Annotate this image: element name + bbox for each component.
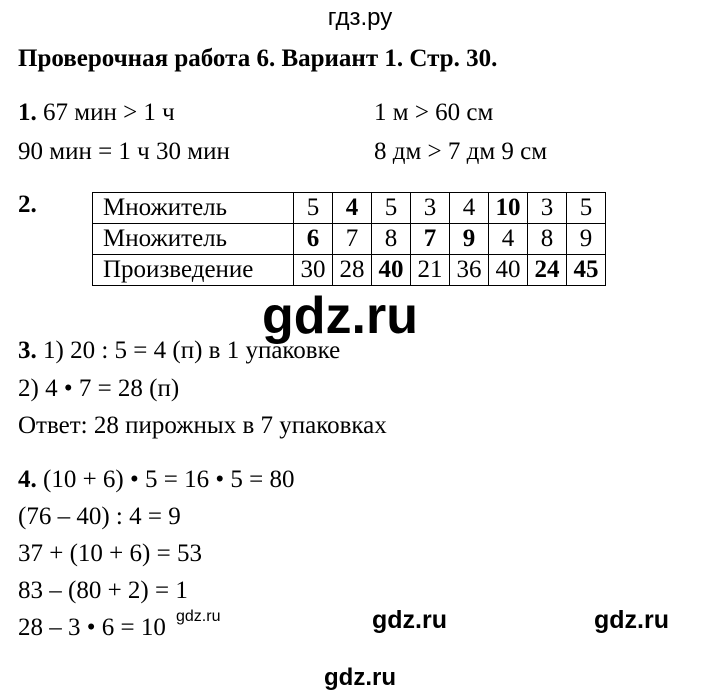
row-label: Произведение: [93, 255, 294, 286]
watermark-small: gdz.ru: [176, 608, 221, 625]
table-cell: 5: [372, 193, 411, 224]
table-cell: 24: [528, 255, 567, 286]
table-cell: 4: [489, 224, 528, 255]
task1-expr: 67 мин > 1 ч: [43, 99, 175, 126]
task4-expr1: (10 + 6) • 5 = 16 • 5 = 80: [43, 466, 295, 493]
task3-answer: Ответ: 28 пирожных в 7 упаковках: [18, 412, 387, 439]
watermark-center: gdz.ru: [262, 287, 418, 345]
task3-step1: 1) 20 : 5 = 4 (п) в 1 упаковке: [43, 337, 341, 364]
task4-number: 4.: [18, 466, 37, 493]
table-row: [93, 255, 606, 286]
task1-number: 1.: [18, 99, 37, 126]
table-cell: 8: [372, 224, 411, 255]
table-cell: 30: [294, 255, 333, 286]
table-cell: 40: [372, 255, 411, 286]
table-cell: 5: [294, 193, 333, 224]
table-cell: 4: [333, 193, 372, 224]
multiplication-table: [92, 192, 606, 286]
watermark-top: гдз.ру: [327, 4, 393, 31]
task2-number: 2.: [18, 191, 37, 218]
table-cell: 7: [411, 224, 450, 255]
table-cell: 36: [450, 255, 489, 286]
page-title: Проверочная работа 6. Вариант 1. Стр. 30.: [18, 45, 498, 72]
row-label: Множитель: [93, 193, 294, 224]
row-label: Множитель: [93, 224, 294, 255]
watermark-mid-right: gdz.ru: [594, 606, 669, 634]
task1-line2-left: 90 мин = 1 ч 30 мин: [18, 138, 230, 165]
table-cell: 45: [567, 255, 606, 286]
table-cell: 10: [489, 193, 528, 224]
watermark-bottom: gdz.ru: [324, 664, 396, 691]
task3-step2: 2) 4 • 7 = 28 (п): [18, 375, 180, 402]
task1-line1-right: 1 м > 60 см: [374, 99, 494, 126]
table-cell: 28: [333, 255, 372, 286]
table-row: [93, 224, 606, 255]
task3-number: 3.: [18, 337, 37, 364]
table-cell: 6: [294, 224, 333, 255]
task4-expr3: 37 + (10 + 6) = 53: [18, 540, 202, 567]
table-cell: 7: [333, 224, 372, 255]
task1-line1-left: [18, 98, 175, 128]
table-cell: 8: [528, 224, 567, 255]
table-cell: 21: [411, 255, 450, 286]
table-cell: 9: [567, 224, 606, 255]
task4-expr5: 28 – 3 • 6 = 10: [18, 614, 166, 641]
table-row: [93, 193, 606, 224]
table-cell: 4: [450, 193, 489, 224]
watermark-mid-left: gdz.ru: [372, 606, 447, 634]
task3-line1: [18, 336, 340, 366]
task4-expr4: 83 – (80 + 2) = 1: [18, 577, 188, 604]
table-cell: 3: [528, 193, 567, 224]
table-cell: 40: [489, 255, 528, 286]
table-cell: 3: [411, 193, 450, 224]
task1-line2-right: 8 дм > 7 дм 9 см: [374, 138, 548, 165]
table-cell: 5: [567, 193, 606, 224]
table-cell: 9: [450, 224, 489, 255]
task4-expr2: (76 – 40) : 4 = 9: [18, 503, 181, 530]
task4-line1: [18, 465, 294, 495]
